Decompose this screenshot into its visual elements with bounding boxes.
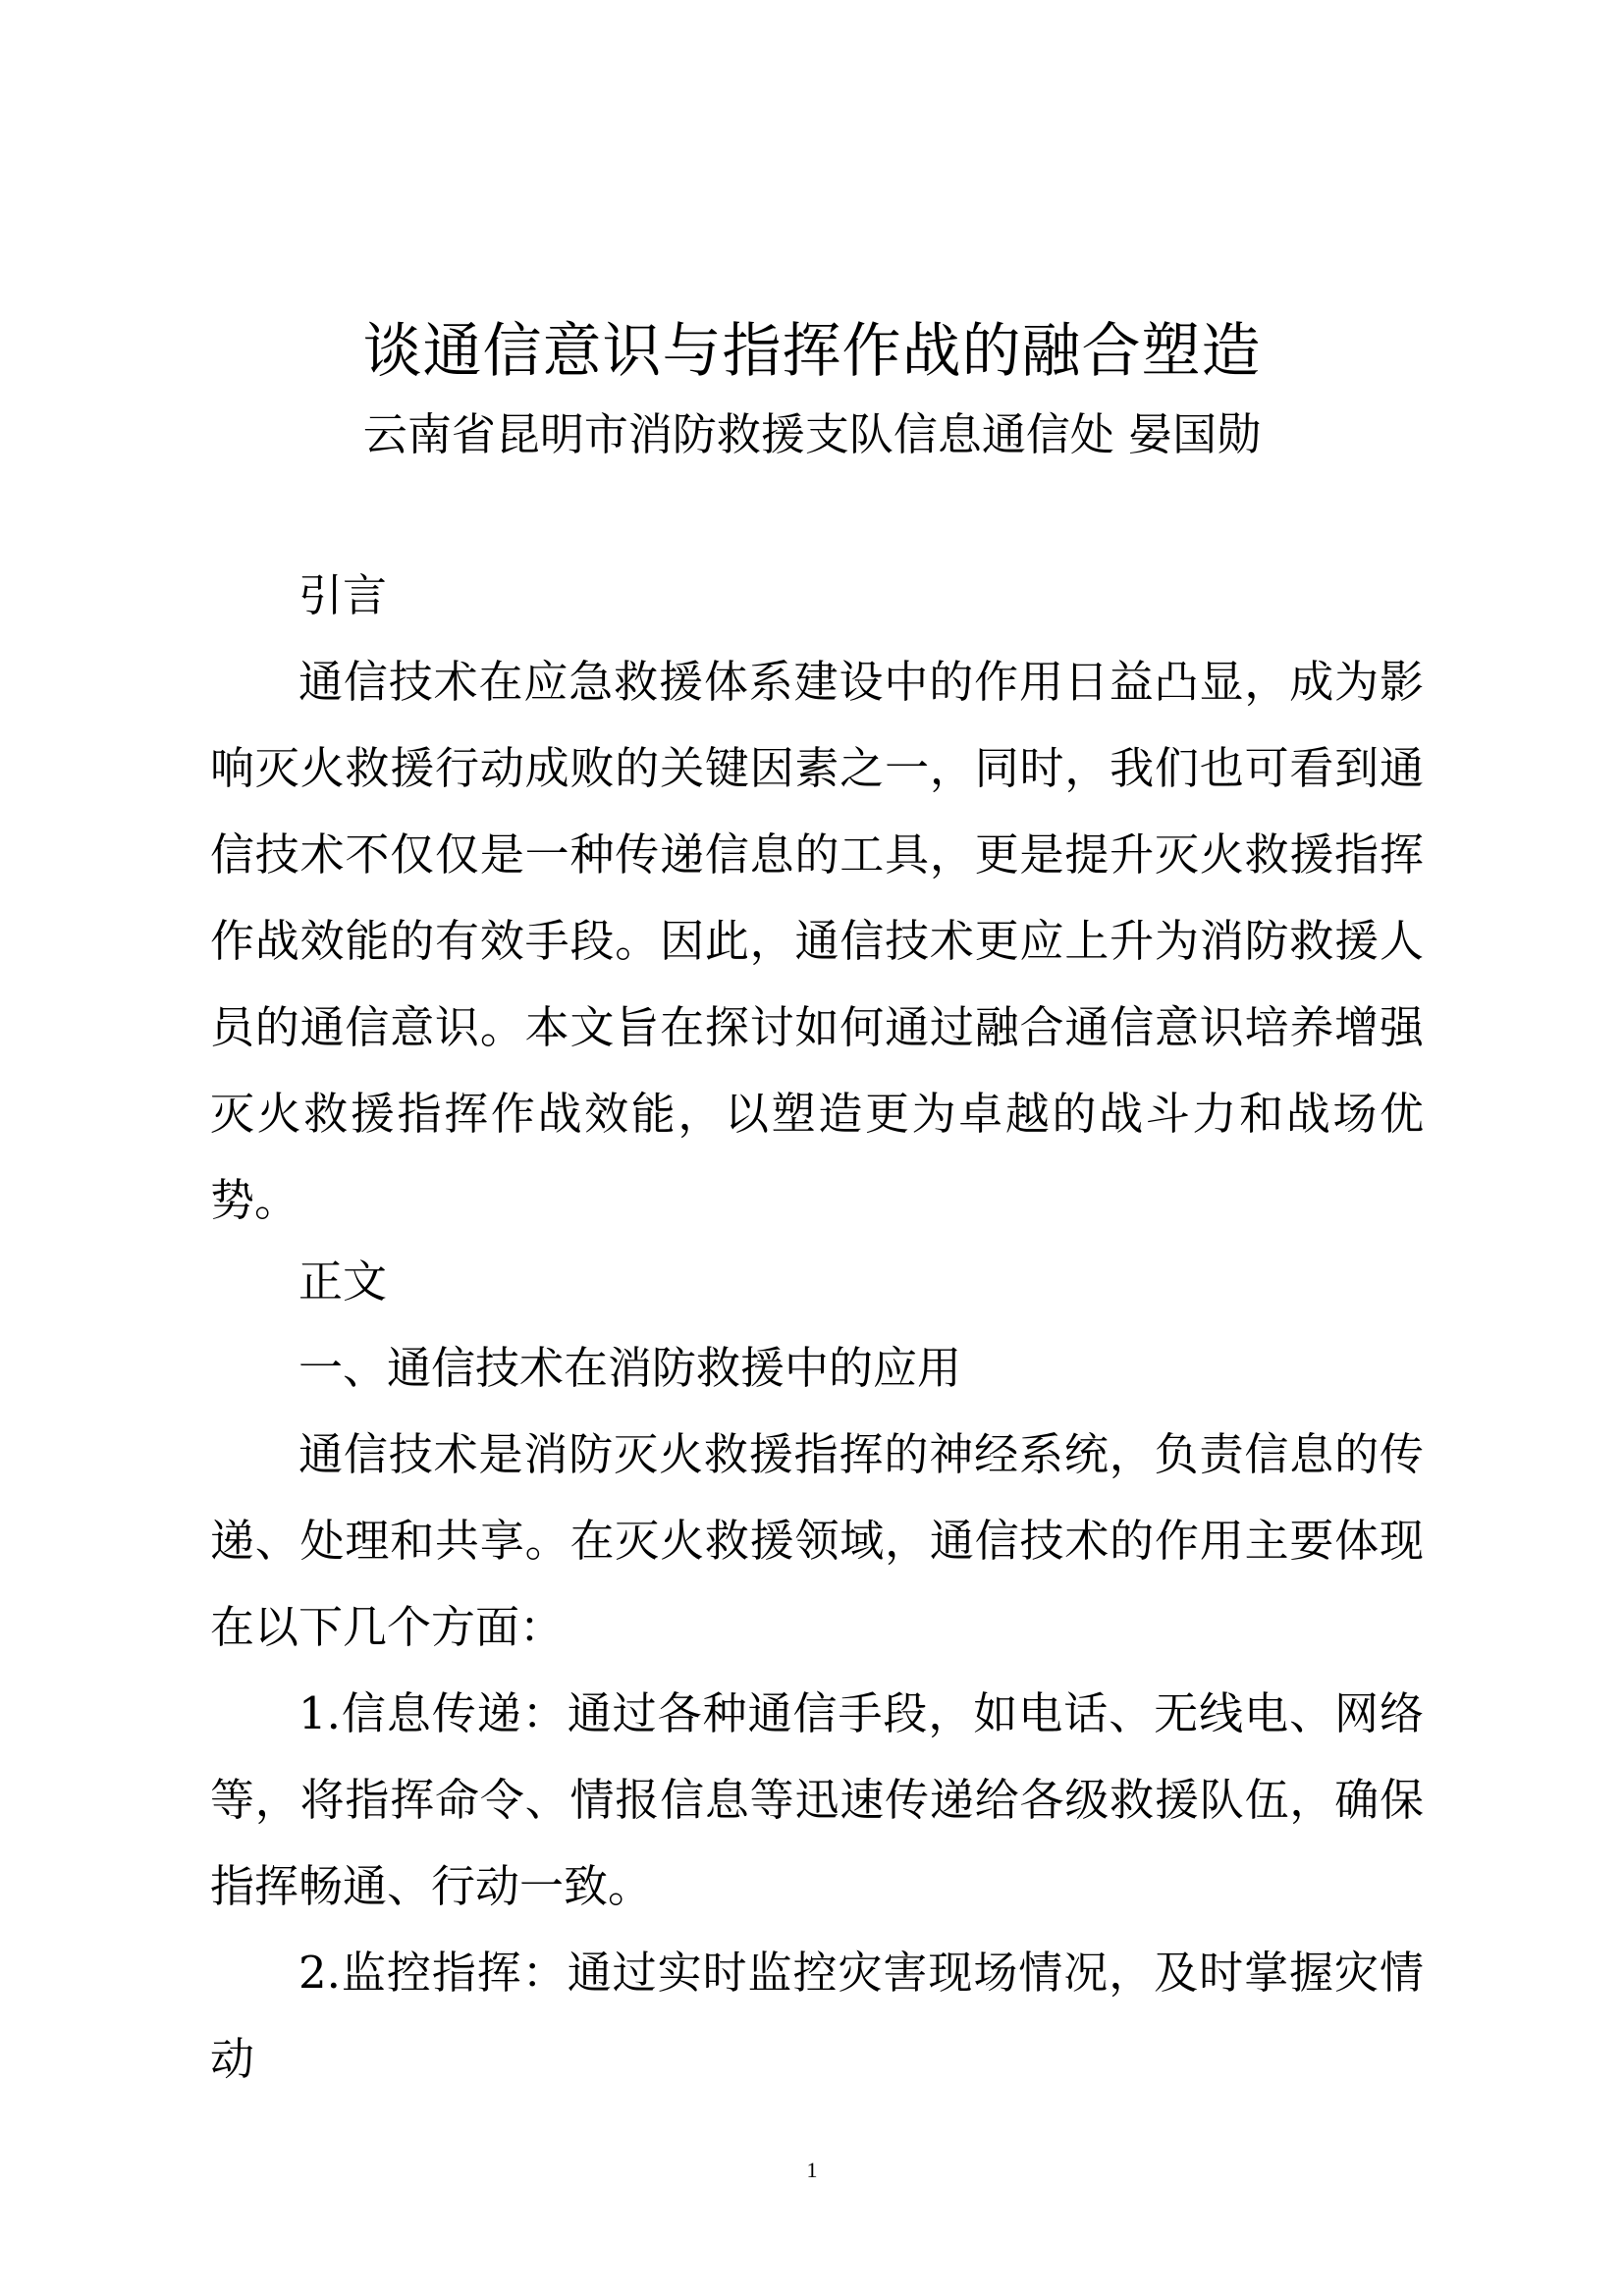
document-title: 谈通信意识与指挥作战的融合塑造 xyxy=(362,317,1262,386)
list-item-2-text: 监控指挥：通过实时监控灾害现场情况，及时掌握灾情动 xyxy=(210,1947,1424,2085)
section1-paragraph: 通信技术是消防灭火救援指挥的神经系统，负责信息的传递、处理和共享。在灭火救援领域，通信技术的作用主要体现在以下几个方面： xyxy=(210,1428,1424,1653)
author-line: 云南省昆明市消防救援支队信息通信处 晏国勋 xyxy=(362,408,1262,460)
list-item-1 xyxy=(210,1671,1424,1930)
list-item-2 xyxy=(210,1930,1424,2103)
intro-paragraph: 通信技术在应急救援体系建设中的作用日益凸显，成为影响灭火救援行动成败的关键因素之一，同时，我们也可看到通信技术不仅仅是一种传递信息的工具，更是提升灭火救援指挥作战效能的有效手段。因此，通信技术更应上升为消防救援人员的通信意识。本文旨在探讨如何通过融合通信意识培养增强灭火救援指挥作战效能，以塑造更为卓越的战斗力和战场优势。 xyxy=(210,656,1424,1226)
page-number: 1 xyxy=(806,2158,818,2182)
intro-heading: 引言 xyxy=(298,569,388,621)
section1-heading: 一、通信技术在消防救援中的应用 xyxy=(298,1342,962,1394)
list-item-1-text: 信息传递：通过各种通信手段，如电话、无线电、网络等，将指挥命令、情报信息等迅速传递给各级救援队伍，确保指挥畅通、行动一致。 xyxy=(210,1687,1424,1912)
list-item-2-number: 2. xyxy=(298,1947,341,1999)
list-item-1-number: 1. xyxy=(298,1687,341,1739)
body-heading: 正文 xyxy=(298,1255,388,1308)
